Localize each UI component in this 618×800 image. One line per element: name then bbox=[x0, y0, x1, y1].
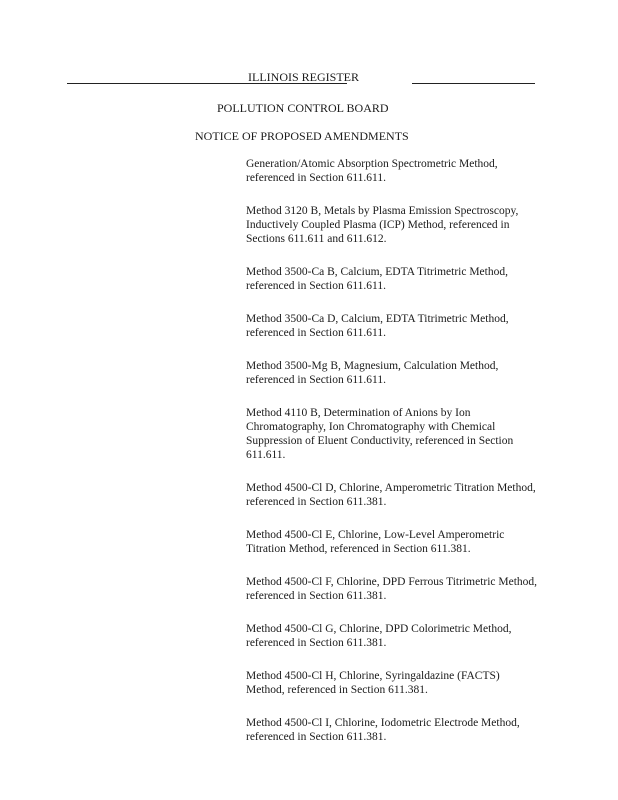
notice-heading: NOTICE OF PROPOSED AMENDMENTS bbox=[195, 129, 409, 143]
method-entry: Method 4110 B, Determination of Anions by Ion Chromatography, Ion Chromatography with Chemical Suppression of Eluent Conductivity, referenced in Section 611.611. bbox=[246, 407, 514, 461]
header-rule-right bbox=[412, 83, 535, 84]
method-entry: Method 4500-Cl D, Chlorine, Amperometric Titration Method, referenced in Section 611.381. bbox=[246, 482, 536, 508]
method-entry: Method 4500-Cl I, Chlorine, Iodometric Electrode Method, referenced in Section 611.381. bbox=[246, 717, 520, 743]
method-entry: Method 4500-Cl E, Chlorine, Low-Level Amperometric Titration Method, referenced in Section 611.381. bbox=[246, 529, 505, 555]
method-reference-list bbox=[246, 157, 538, 763]
method-entry: Method 3500-Mg B, Magnesium, Calculation Method, referenced in Section 611.611. bbox=[246, 360, 499, 386]
register-title: ILLINOIS REGISTER bbox=[248, 70, 359, 84]
agency-heading: POLLUTION CONTROL BOARD bbox=[217, 101, 389, 115]
method-entry: Method 3500-Ca D, Calcium, EDTA Titrimetric Method, referenced in Section 611.611. bbox=[246, 313, 509, 339]
method-entry: Method 3120 B, Metals by Plasma Emission Spectroscopy, Inductively Coupled Plasma (ICP) Method, referenced in Sections 611.611 and 611.612. bbox=[246, 205, 519, 245]
method-entry: Method 4500-Cl F, Chlorine, DPD Ferrous Titrimetric Method, referenced in Section 611.381. bbox=[246, 576, 538, 602]
method-entry: Method 4500-Cl G, Chlorine, DPD Colorimetric Method, referenced in Section 611.381. bbox=[246, 623, 512, 649]
method-entry: Method 3500-Ca B, Calcium, EDTA Titrimetric Method, referenced in Section 611.611. bbox=[246, 266, 508, 292]
method-entry: Generation/Atomic Absorption Spectrometric Method, referenced in Section 611.611. bbox=[246, 158, 498, 184]
method-entry: Method 4500-Cl H, Chlorine, Syringaldazine (FACTS) Method, referenced in Section 611.381. bbox=[246, 670, 500, 696]
